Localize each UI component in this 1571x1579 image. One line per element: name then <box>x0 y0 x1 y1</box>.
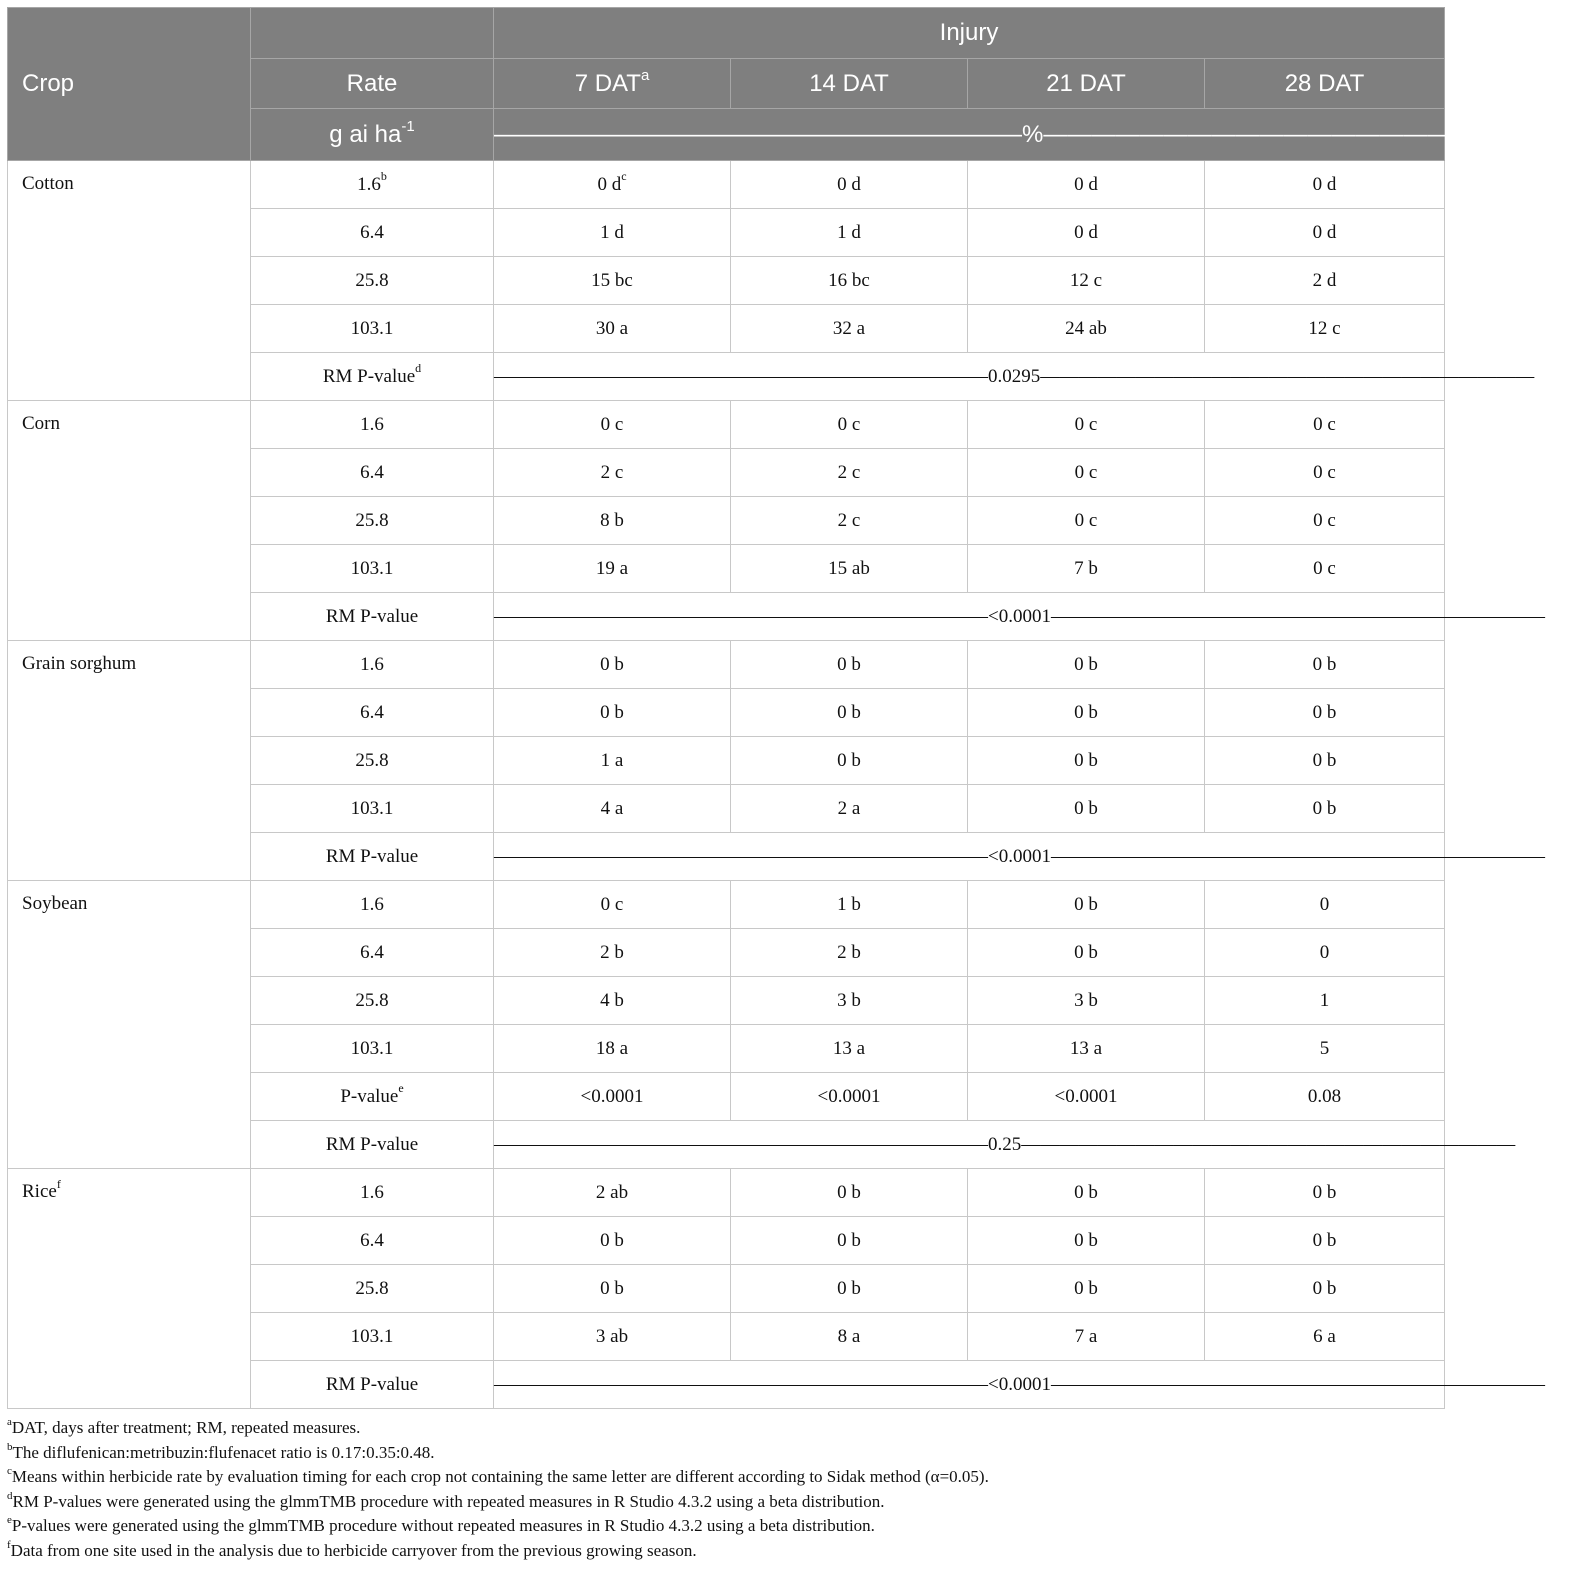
injury-value-cell: 0 d <box>968 161 1205 209</box>
header-injury: Injury <box>494 8 1445 59</box>
pvalue-cell: 0.08 <box>1205 1073 1445 1121</box>
footnotes <box>7 1416 1447 1563</box>
rm-pvalue-value: ——————————————————————————0.0295—————————————————————————— <box>494 353 1445 401</box>
injury-value-cell: 0 d <box>1205 209 1445 257</box>
injury-value-cell: 0 b <box>494 689 731 737</box>
rate-cell: 25.8 <box>251 977 494 1025</box>
injury-value-cell: 7 b <box>968 545 1205 593</box>
rm-pvalue-value: ——————————————————————————<0.0001—————————————————————————— <box>494 593 1445 641</box>
header-empty-rate <box>251 8 494 59</box>
rm-pvalue-value: ——————————————————————————<0.0001—————————————————————————— <box>494 1361 1445 1409</box>
injury-value-cell: 19 a <box>494 545 731 593</box>
injury-value-cell: 0 b <box>1205 1265 1445 1313</box>
rm-pvalue-value: ——————————————————————————0.25—————————————————————————— <box>494 1121 1445 1169</box>
injury-value-cell: 0 b <box>731 1169 968 1217</box>
injury-value-cell: 5 <box>1205 1025 1445 1073</box>
header-empty-crop <box>8 8 251 59</box>
injury-value-cell: 2 d <box>1205 257 1445 305</box>
table-row <box>8 161 1445 209</box>
crop-name: Soybean <box>8 881 251 1169</box>
injury-value-cell: 30 a <box>494 305 731 353</box>
crop-name: Rice$^f$ <box>8 1169 251 1409</box>
header-row-columns <box>8 59 1445 109</box>
rate-cell: 1.6$^b$ <box>251 161 494 209</box>
injury-value-cell: 1 <box>1205 977 1445 1025</box>
rate-cell: 25.8 <box>251 497 494 545</box>
footnote: $^f$Data from one site used in the analysis due to herbicide carryover from the previous growing season. <box>7 1538 697 1560</box>
pvalue-label: P-value$^e$ <box>251 1073 494 1121</box>
rm-pvalue-value: ——————————————————————————<0.0001—————————————————————————— <box>494 833 1445 881</box>
injury-value-cell: 0 b <box>1205 1169 1445 1217</box>
injury-value-cell: 0 c <box>494 401 731 449</box>
injury-value-cell: 0 b <box>731 689 968 737</box>
footnote: $^d$RM P-values were generated using the glmmTMB procedure with repeated measures in R Studio 4.3.2 using a beta distribution. <box>7 1489 885 1511</box>
rate-cell: 25.8 <box>251 1265 494 1313</box>
table-body <box>8 161 1545 1409</box>
injury-value-cell: 13 a <box>731 1025 968 1073</box>
header-timing-14-dat: 14 DAT <box>731 59 968 109</box>
injury-value-cell: 0 b <box>1205 1217 1445 1265</box>
rate-cell: 6.4 <box>251 929 494 977</box>
rate-cell: 25.8 <box>251 257 494 305</box>
footnote: $^e$P-values were generated using the glmmTMB procedure without repeated measures in R Studio 4.3.2 using a beta distribution. <box>7 1514 875 1535</box>
injury-value-cell: 12 c <box>1205 305 1445 353</box>
injury-value-cell: 0 b <box>968 785 1205 833</box>
injury-value-cell: 2 c <box>494 449 731 497</box>
injury-value-cell: 15 bc <box>494 257 731 305</box>
injury-value-cell: 2 c <box>731 449 968 497</box>
injury-value-cell: 0 b <box>494 1265 731 1313</box>
injury-value-cell: 3 b <box>968 977 1205 1025</box>
injury-value-cell: 24 ab <box>968 305 1205 353</box>
injury-value-cell: 8 a <box>731 1313 968 1361</box>
injury-value-cell: 0 b <box>968 929 1205 977</box>
injury-value-cell: 2 b <box>494 929 731 977</box>
rate-cell: 103.1 <box>251 1313 494 1361</box>
injury-value-cell: 16 bc <box>731 257 968 305</box>
rate-cell: 6.4 <box>251 449 494 497</box>
injury-value-cell: 0 c <box>968 497 1205 545</box>
injury-value-cell: 6 a <box>1205 1313 1445 1361</box>
injury-value-cell: 0 <box>1205 929 1445 977</box>
injury-value-cell: 3 b <box>731 977 968 1025</box>
header-timing-28-dat: 28 DAT <box>1205 59 1445 109</box>
rate-cell: 6.4 <box>251 1217 494 1265</box>
table-row <box>8 401 1445 449</box>
injury-value-cell: 0 b <box>1205 689 1445 737</box>
injury-value-cell: 7 a <box>968 1313 1205 1361</box>
rate-cell: 1.6 <box>251 641 494 689</box>
injury-value-cell: 0 b <box>731 1217 968 1265</box>
injury-value-cell: 4 b <box>494 977 731 1025</box>
crop-name: Grain sorghum <box>8 641 251 881</box>
injury-value-cell: 0 d <box>968 209 1205 257</box>
header-rate-unit: g ai $ha^{-1}$ <box>251 109 494 161</box>
injury-value-cell: 0 b <box>731 737 968 785</box>
rate-cell: 25.8 <box>251 737 494 785</box>
injury-value-cell: 4 a <box>494 785 731 833</box>
injury-value-cell: 15 ab <box>731 545 968 593</box>
injury-value-cell: 0 b <box>968 881 1205 929</box>
injury-value-cell: 0 <box>1205 881 1445 929</box>
rm-pvalue-label: RM P-value <box>251 593 494 641</box>
injury-value-cell: 2 ab <box>494 1169 731 1217</box>
rate-cell: 103.1 <box>251 1025 494 1073</box>
header-row-units <box>8 109 1445 161</box>
rate-cell: 1.6 <box>251 881 494 929</box>
injury-value-cell: 0 b <box>1205 785 1445 833</box>
injury-value-cell: 1 a <box>494 737 731 785</box>
injury-value-cell: 0 b <box>1205 737 1445 785</box>
footnote: $^a$DAT, days after treatment; RM, repeated measures. <box>7 1416 361 1437</box>
rm-pvalue-label: RM P-value$^d$ <box>251 353 494 401</box>
injury-value-cell: 0 c <box>1205 497 1445 545</box>
injury-value-cell: 0 b <box>968 737 1205 785</box>
footnote: $^c$Means within herbicide rate by evaluation timing for each crop not containing the same letter are different according to Sidak method (α=0.05). <box>7 1465 989 1486</box>
injury-value-cell: 3 ab <box>494 1313 731 1361</box>
injury-value-cell: 1 d <box>494 209 731 257</box>
injury-value-cell: 0 c <box>1205 545 1445 593</box>
rate-cell: 6.4 <box>251 209 494 257</box>
rm-pvalue-label: RM P-value <box>251 1361 494 1409</box>
injury-value-cell: 1 d <box>731 209 968 257</box>
header-timing-21-dat: 21 DAT <box>968 59 1205 109</box>
injury-value-cell: 0 c <box>968 401 1205 449</box>
injury-value-cell: 1 b <box>731 881 968 929</box>
injury-value-cell: 2 a <box>731 785 968 833</box>
pvalue-cell: <0.0001 <box>731 1073 968 1121</box>
header-timing-7-dat: 7 DAT$^a$ <box>494 59 731 109</box>
injury-value-cell: 0 b <box>731 1265 968 1313</box>
rate-cell: 6.4 <box>251 689 494 737</box>
table-header <box>8 8 1571 161</box>
injury-value-cell: 0 b <box>968 641 1205 689</box>
injury-value-cell: 0 d <box>731 161 968 209</box>
rate-cell: 103.1 <box>251 545 494 593</box>
injury-value-cell: 0 d <box>1205 161 1445 209</box>
pvalue-cell: <0.0001 <box>968 1073 1205 1121</box>
rm-pvalue-label: RM P-value <box>251 1121 494 1169</box>
injury-value-cell: 18 a <box>494 1025 731 1073</box>
injury-value-cell: 0 c <box>968 449 1205 497</box>
rate-cell: 1.6 <box>251 1169 494 1217</box>
injury-value-cell: 0 b <box>968 689 1205 737</box>
injury-value-cell: 32 a <box>731 305 968 353</box>
rate-cell: 1.6 <box>251 401 494 449</box>
injury-value-cell: 12 c <box>968 257 1205 305</box>
rate-cell: 103.1 <box>251 785 494 833</box>
injury-value-cell: 2 c <box>731 497 968 545</box>
injury-value-cell: 0 b <box>731 641 968 689</box>
injury-value-cell: 0 c <box>1205 449 1445 497</box>
header-percent-row: ——————————————————————%—————————————————————— <box>494 109 1445 161</box>
header-empty-crop-units <box>8 109 251 161</box>
injury-value-cell: 0 c <box>494 881 731 929</box>
rm-pvalue-label: RM P-value <box>251 833 494 881</box>
injury-value-cell: 2 b <box>731 929 968 977</box>
header-rate: Rate <box>251 59 494 109</box>
footnote: $^b$The diflufenican:metribuzin:flufenacet ratio is 0.17:0.35:0.48. <box>7 1440 435 1462</box>
pvalue-cell: <0.0001 <box>494 1073 731 1121</box>
injury-value-cell: 0 b <box>494 1217 731 1265</box>
injury-value-cell: 0 b <box>968 1265 1205 1313</box>
table-row <box>8 641 1445 689</box>
crop-name: Corn <box>8 401 251 641</box>
injury-value-cell: 8 b <box>494 497 731 545</box>
table-row <box>8 881 1445 929</box>
injury-value-cell: 0 b <box>494 641 731 689</box>
injury-value-cell: 0 b <box>968 1217 1205 1265</box>
rate-cell: 103.1 <box>251 305 494 353</box>
injury-value-cell: 0 b <box>1205 641 1445 689</box>
crop-name: Cotton <box>8 161 251 401</box>
injury-value-cell: 0 b <box>968 1169 1205 1217</box>
injury-value-cell: 0 c <box>731 401 968 449</box>
header-row-injury <box>8 8 1445 59</box>
injury-table <box>7 7 1571 1409</box>
injury-value-cell: 0 $d^c$ <box>494 161 731 209</box>
injury-value-cell: 13 a <box>968 1025 1205 1073</box>
table-row <box>8 1169 1445 1217</box>
injury-value-cell: 0 c <box>1205 401 1445 449</box>
header-crop: Crop <box>8 59 251 109</box>
